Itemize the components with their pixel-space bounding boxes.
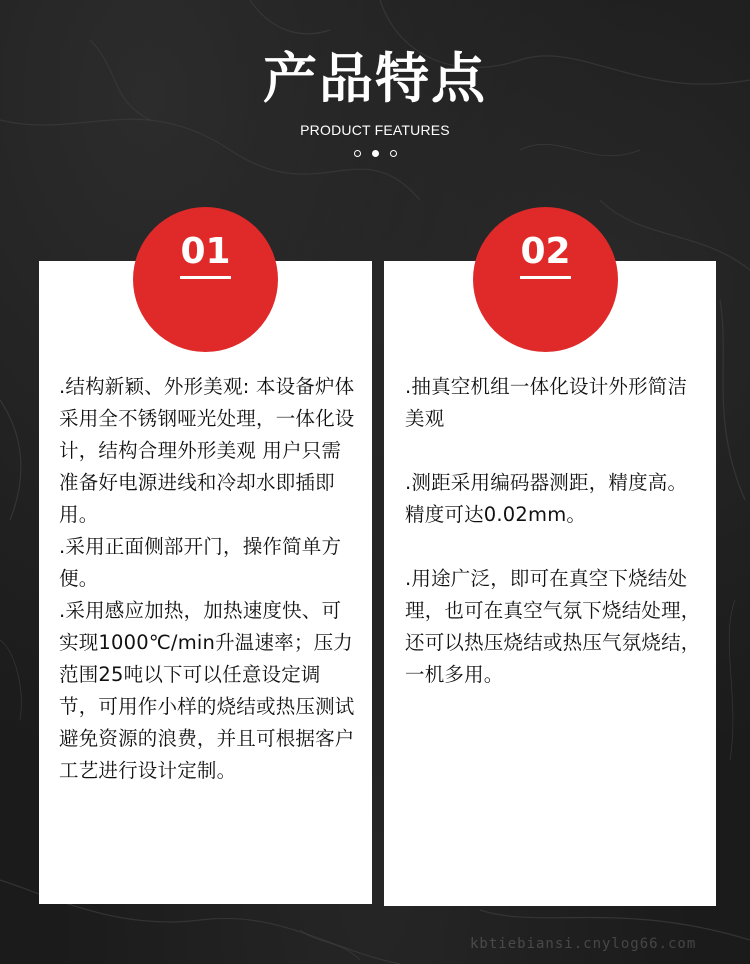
paragraph-spacer <box>405 531 705 563</box>
feature-number-badge-1 <box>133 207 278 352</box>
pagination-dot-active <box>372 150 379 157</box>
feature-paragraph: .测距采用编码器测距，精度高。精度可达0.02mm。 <box>405 471 688 526</box>
feature-text-2 <box>405 371 705 691</box>
feature-text-1 <box>59 371 359 787</box>
feature-paragraph: .抽真空机组一体化设计外形简洁美观 <box>405 375 688 430</box>
pagination-dot <box>390 150 397 157</box>
feature-paragraph: .用途广泛，即可在真空下烧结处理，也可在真空气氛下烧结处理，还可以热压烧结或热压气氛烧结，一机多用。 <box>405 567 701 686</box>
page-title: 产品特点 <box>263 47 487 110</box>
watermark: kbtiebiansi.cnylog66.com <box>470 936 697 952</box>
paragraph-spacer <box>405 435 705 467</box>
pagination-dot <box>354 150 361 157</box>
feature-number-1: 01 <box>180 231 230 279</box>
feature-paragraph: .结构新颖、外形美观: 本设备炉体采用全不锈钢哑光处理，一体化设计，结构合理外形美观 用户只需准备好电源进线和冷却水即插即用。 <box>59 375 355 526</box>
feature-number-badge-2 <box>473 207 618 352</box>
page-subtitle: PRODUCT FEATURES <box>300 122 450 138</box>
feature-paragraph: .采用正面侧部开门，操作简单方便。 <box>59 535 342 590</box>
feature-paragraph: .采用感应加热，加热速度快、可实现1000℃/min升温速率；压力范围25吨以下可以任意设定调节，可用作小样的烧结或热压测试避免资源的浪费，并且可根据客户工艺进行设计定制。 <box>59 599 355 782</box>
feature-number-2: 02 <box>520 231 570 279</box>
pagination-dots <box>0 150 750 157</box>
